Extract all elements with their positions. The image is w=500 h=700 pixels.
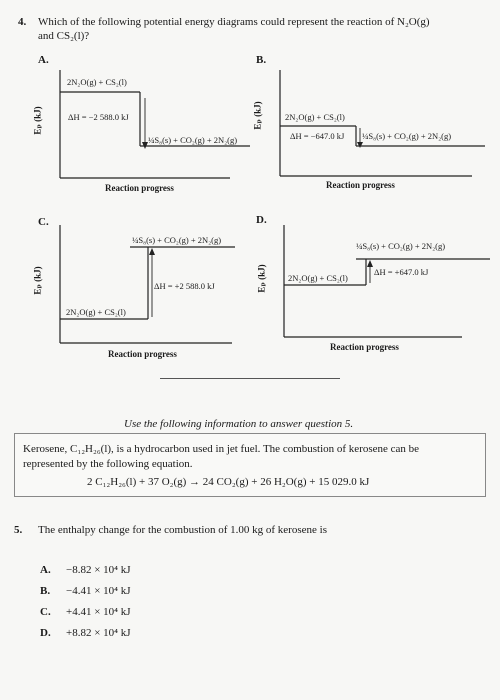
diagram-c-label: C. [38,216,49,228]
answer-b-value: −4.41 × 10⁴ kJ [66,585,131,597]
diagram-d-xlabel: Reaction progress [330,342,399,352]
question-4-text-line1: Which of the following potential energy diagrams could represent the reaction of N₂O(g) [38,16,430,28]
diagram-b [252,70,490,200]
question-5-number: 5. [14,524,23,536]
answer-d-value: +8.82 × 10⁴ kJ [66,627,131,639]
diagram-c-products: ¼S₈(s) + CO₂(g) + 2N₂(g) [132,235,222,245]
diagram-b-reactants: 2N₂O(g) + CS₂(l) [285,112,345,122]
diagram-a [32,70,250,200]
diagram-a-xlabel: Reaction progress [105,183,174,193]
answer-c-letter: C. [40,606,51,618]
answer-option-c[interactable] [40,606,131,618]
answer-a-letter: A. [40,564,51,576]
box-line2: represented by the following equation. [23,458,193,470]
diagram-b-label: B. [256,54,267,66]
diagram-d-products: ¼S₈(s) + CO₂(g) + 2N₂(g) [356,241,446,251]
diagram-a-ylabel: Eₚ (kJ) [32,106,43,135]
answer-d-letter: D. [40,627,51,639]
question-4-text-line2: and CS₂(l)? [38,30,90,42]
answer-c-value: +4.41 × 10⁴ kJ [66,606,131,618]
diagram-b-dh: ΔH = −647.0 kJ [290,131,345,141]
section-divider [160,378,340,379]
diagram-c-xlabel: Reaction progress [108,349,177,359]
combustion-equation: 2 C₁₂H₂₆(l) + 37 O₂(g) → 24 CO₂(g) + 26 H₂O(g) + 15 029.0 kJ [87,476,370,488]
answer-a-value: −8.82 × 10⁴ kJ [66,564,131,576]
info-instruction: Use the following information to answer question 5. [124,418,354,430]
question-4-number: 4. [18,16,27,28]
diagram-a-dh: ΔH = −2 588.0 kJ [68,112,129,122]
diagram-c-reactants: 2N₂O(g) + CS₂(l) [66,307,126,317]
diagram-d-reactants: 2N₂O(g) + CS₂(l) [288,273,348,283]
answer-b-letter: B. [40,585,51,597]
diagram-b-ylabel: Eₚ (kJ) [252,101,263,130]
diagram-c [32,225,250,370]
diagram-b-products: ¼S₈(s) + CO₂(g) + 2N₂(g) [362,131,452,141]
diagram-c-ylabel: Eₚ (kJ) [32,266,43,295]
diagram-a-label: A. [38,54,49,66]
diagram-d [256,225,492,365]
answer-option-b[interactable] [40,585,131,597]
box-line1: Kerosene, C₁₂H₂₆(l), is a hydrocarbon used in jet fuel. The combustion of kerosene can be [23,443,420,455]
kerosene-info-box [14,433,486,497]
diagram-a-reactants: 2N₂O(g) + CS₂(l) [67,77,127,87]
diagram-b-xlabel: Reaction progress [326,180,395,190]
answer-option-d[interactable] [40,627,131,639]
diagram-c-dh: ΔH = +2 588.0 kJ [154,281,215,291]
answer-option-a[interactable] [40,564,131,576]
question-5-text: The enthalpy change for the combustion of 1.00 kg of kerosene is [38,524,327,536]
diagram-d-dh: ΔH = +647.0 kJ [374,267,429,277]
diagram-d-label: D. [256,214,267,226]
diagram-d-ylabel: Eₚ (kJ) [256,264,267,293]
diagram-a-products: ¼S₈(s) + CO₂(g) + 2N₂(g) [148,135,238,145]
